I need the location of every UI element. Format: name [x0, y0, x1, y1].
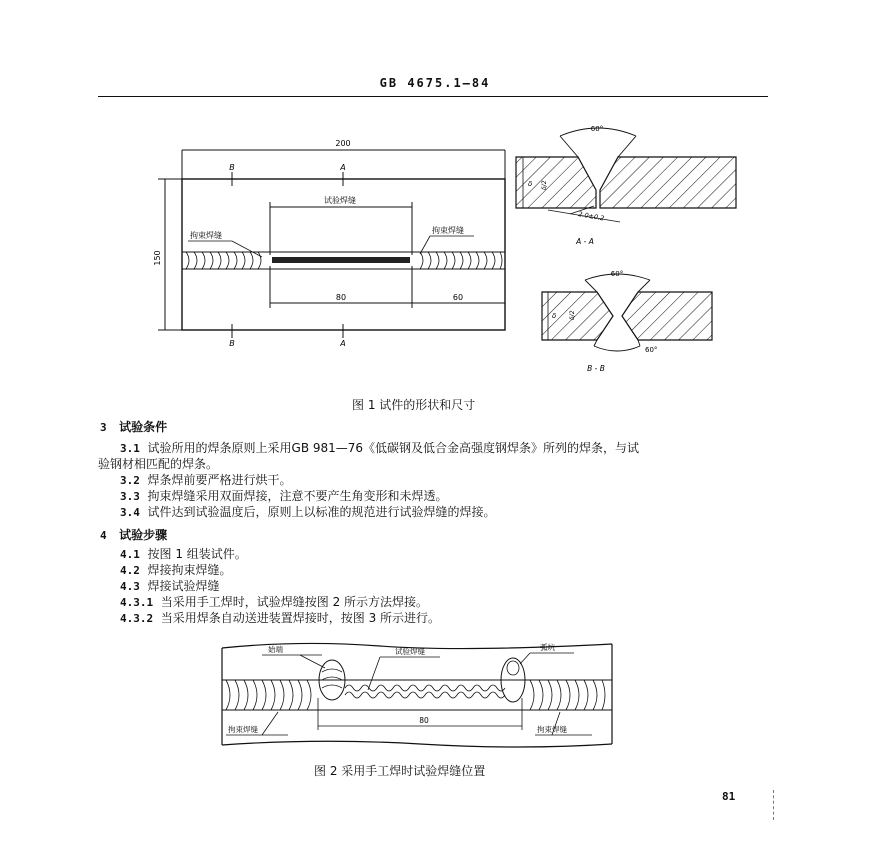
dim-width: 150	[153, 250, 162, 266]
margin-mark	[773, 790, 774, 820]
figure2-caption: 图 2 采用手工焊时试验焊缝位置	[314, 764, 486, 778]
section-b-b	[535, 262, 725, 374]
svg-text:δ/2: δ/2	[541, 180, 548, 190]
label-crater: 弧坑	[540, 643, 555, 652]
label-start: 始端	[268, 645, 283, 654]
section-mark-a-top: A	[340, 163, 346, 172]
figure1-caption: 图 1 试件的形状和尺寸	[352, 398, 476, 412]
section4-item: 4.1 按图 1 组装试件。	[120, 547, 247, 561]
dim-test-weld: 80	[335, 293, 347, 302]
section3-item: 3.1 试验所用的焊条原则上采用GB 981—76《低碳钢及低合金高强度钢焊条》所列的焊条，与试	[120, 441, 640, 455]
svg-text:60°: 60°	[645, 346, 658, 354]
svg-text:60°: 60°	[610, 270, 624, 278]
figure1-plan-view	[150, 128, 520, 350]
svg-text:δ: δ	[528, 180, 533, 188]
restraint-weld-right	[420, 252, 502, 269]
fig2-dim-length: 80	[419, 716, 429, 725]
section3-item: 3.4 试件达到试验温度后，原则上以标准的规范进行试验焊缝的焊接。	[120, 505, 496, 519]
svg-text:δ: δ	[552, 312, 557, 320]
section-mark-b-top: B	[229, 163, 235, 172]
section-a-a	[510, 118, 760, 252]
fig2-restraint-weld-right	[530, 680, 605, 710]
label-test-weld: 试验焊缝	[324, 196, 356, 205]
section4-item: 4.3 焊接试验焊缝	[120, 579, 220, 593]
label-restraint-right-fig2: 拘束焊缝	[537, 725, 567, 734]
section-mark-a-bottom: A	[340, 339, 346, 348]
test-weld-groove	[272, 257, 410, 263]
section4-item: 4.2 焊接拘束焊缝。	[120, 563, 232, 577]
header-rule	[98, 96, 768, 97]
section4-heading: 4 试验步骤	[100, 528, 168, 542]
svg-text:A - A: A - A	[576, 237, 594, 246]
section4-item: 4.3.2 当采用焊条自动送进装置焊接时，按图 3 所示进行。	[120, 611, 441, 625]
svg-text:δ/2: δ/2	[569, 310, 576, 320]
svg-text:60°: 60°	[590, 125, 604, 133]
label-restraint-right: 拘束焊缝	[432, 226, 464, 235]
svg-text:2.0±0.2: 2.0±0.2	[577, 210, 605, 223]
section3-item: 3.2 焊条焊前要严格进行烘干。	[120, 473, 292, 487]
standard-code: GB 4675.1—84	[379, 76, 491, 90]
section3-item-continued: 验钢材相匹配的焊条。	[98, 457, 219, 471]
section3-item: 3.3 拘束焊缝采用双面焊接，注意不要产生角变形和未焊透。	[120, 489, 448, 503]
fig2-restraint-weld-left	[226, 680, 311, 710]
svg-text:B - B: B - B	[587, 364, 605, 373]
page-number: 81	[722, 790, 736, 803]
label-restraint-left-fig2: 拘束焊缝	[228, 725, 258, 734]
dim-length: 200	[335, 139, 351, 148]
section4-item: 4.3.1 当采用手工焊时，试验焊缝按图 2 所示方法焊接。	[120, 595, 429, 609]
label-restraint-left: 拘束焊缝	[190, 231, 222, 240]
figure2-diagram	[215, 636, 615, 754]
section3-heading: 3 试验条件	[100, 420, 168, 434]
restraint-weld-left	[186, 252, 261, 269]
dim-end: 60	[452, 293, 464, 302]
label-test-weld-fig2: 试验焊缝	[395, 647, 425, 656]
section-mark-b-bottom: B	[229, 339, 235, 348]
